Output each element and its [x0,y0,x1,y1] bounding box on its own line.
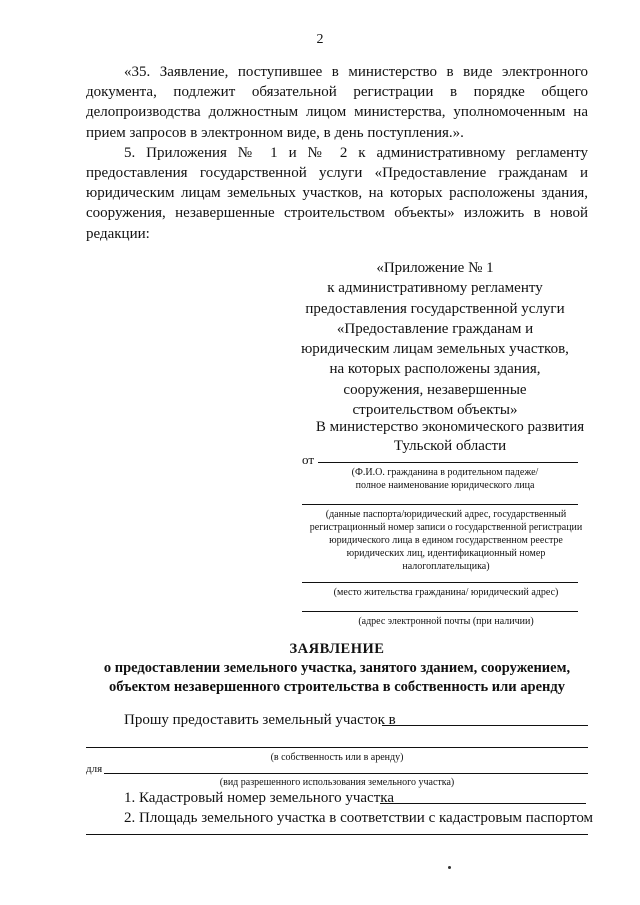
plot-area-label: 2. Площадь земельного участка в соответствии с кадастровым паспортом [124,810,594,826]
appendix-heading [300,258,570,420]
fio-hint: полное наименование юридического лица [355,480,535,491]
addressee-line: В министерство экономического развития [315,419,585,435]
email-field[interactable] [302,611,578,612]
title-line: объектом незавершенного строительства в собственность или аренду [109,679,565,695]
plot-area-field[interactable] [86,834,588,835]
cadastral-number-field[interactable] [380,803,586,804]
for-label: для [86,763,103,775]
page-number: 2 [316,32,324,47]
appendix-line: «Приложение № 1 [376,260,494,276]
email-hint: (адрес электронной почты (при наличии) [358,616,534,627]
fio-hint: (Ф.И.О. гражданина в родительном падеже/ [351,467,539,478]
appendix-line: строительством объекты» [352,402,518,419]
appendix-line: «Предоставление гражданам и [336,320,534,337]
ownership-hint: (в собственность или в аренду) [270,752,404,763]
from-field[interactable] [318,462,578,463]
passport-hint: налогоплательщика) [402,561,490,572]
body-text [86,62,588,244]
from-label: от [302,452,315,467]
residence-field[interactable] [302,582,578,583]
plot-location-field[interactable] [382,725,588,726]
passport-field[interactable] [302,504,578,505]
passport-hint: юридического лица в едином государственном реестре [329,535,563,546]
passport-hint: юридических лиц, идентификационный номер [346,548,546,559]
application-title [86,640,588,697]
passport-hint: (данные паспорта/юридический адрес, государственный [325,509,567,520]
title-line: о предоставлении земельного участка, занятого зданием, сооружением, [103,660,571,676]
addressee-line: Тульской области [393,438,507,454]
usage-field[interactable] [104,773,588,774]
residence-hint: (место жительства гражданина/ юридический адрес) [333,587,559,598]
appendix-line: к административному регламенту [327,280,543,297]
paragraph-5: 5. Приложения № 1 и № 2 к административному регламенту предоставления государственной услуги «Предоставление гражданам и юридическим лицам земельных участков, на которых расположены здания, сооружения, незавершенные строительством объекты» изложить в новой редакции: [86,144,588,242]
addressee [300,418,600,456]
appendix-line: сооружения, незавершенные [343,381,527,398]
passport-hint: регистрационный номер записи о государственной регистрации [309,522,583,533]
scan-speck [448,866,451,869]
cadastral-number-label: 1. Кадастровый номер земельного участка [124,790,394,806]
appendix-line: на которых расположены здания, [329,361,541,378]
appendix-line: предоставления государственной услуги [305,300,565,317]
request-line: Прошу предоставить земельный участок в [124,712,396,728]
ownership-field[interactable] [86,747,588,748]
title-line: ЗАЯВЛЕНИЕ [289,641,385,657]
appendix-line: юридическим лицам земельных участков, [301,341,569,358]
usage-hint: (вид разрешенного использования земельного участка) [219,777,455,788]
paragraph-35: «35. Заявление, поступившее в министерство в виде электронного документа, подлежит обязательной регистрации в порядке общего делопроизводства должностным лицом министерства, уполномоченным на прием запросов в электронном виде, в день поступления.». [86,64,588,141]
